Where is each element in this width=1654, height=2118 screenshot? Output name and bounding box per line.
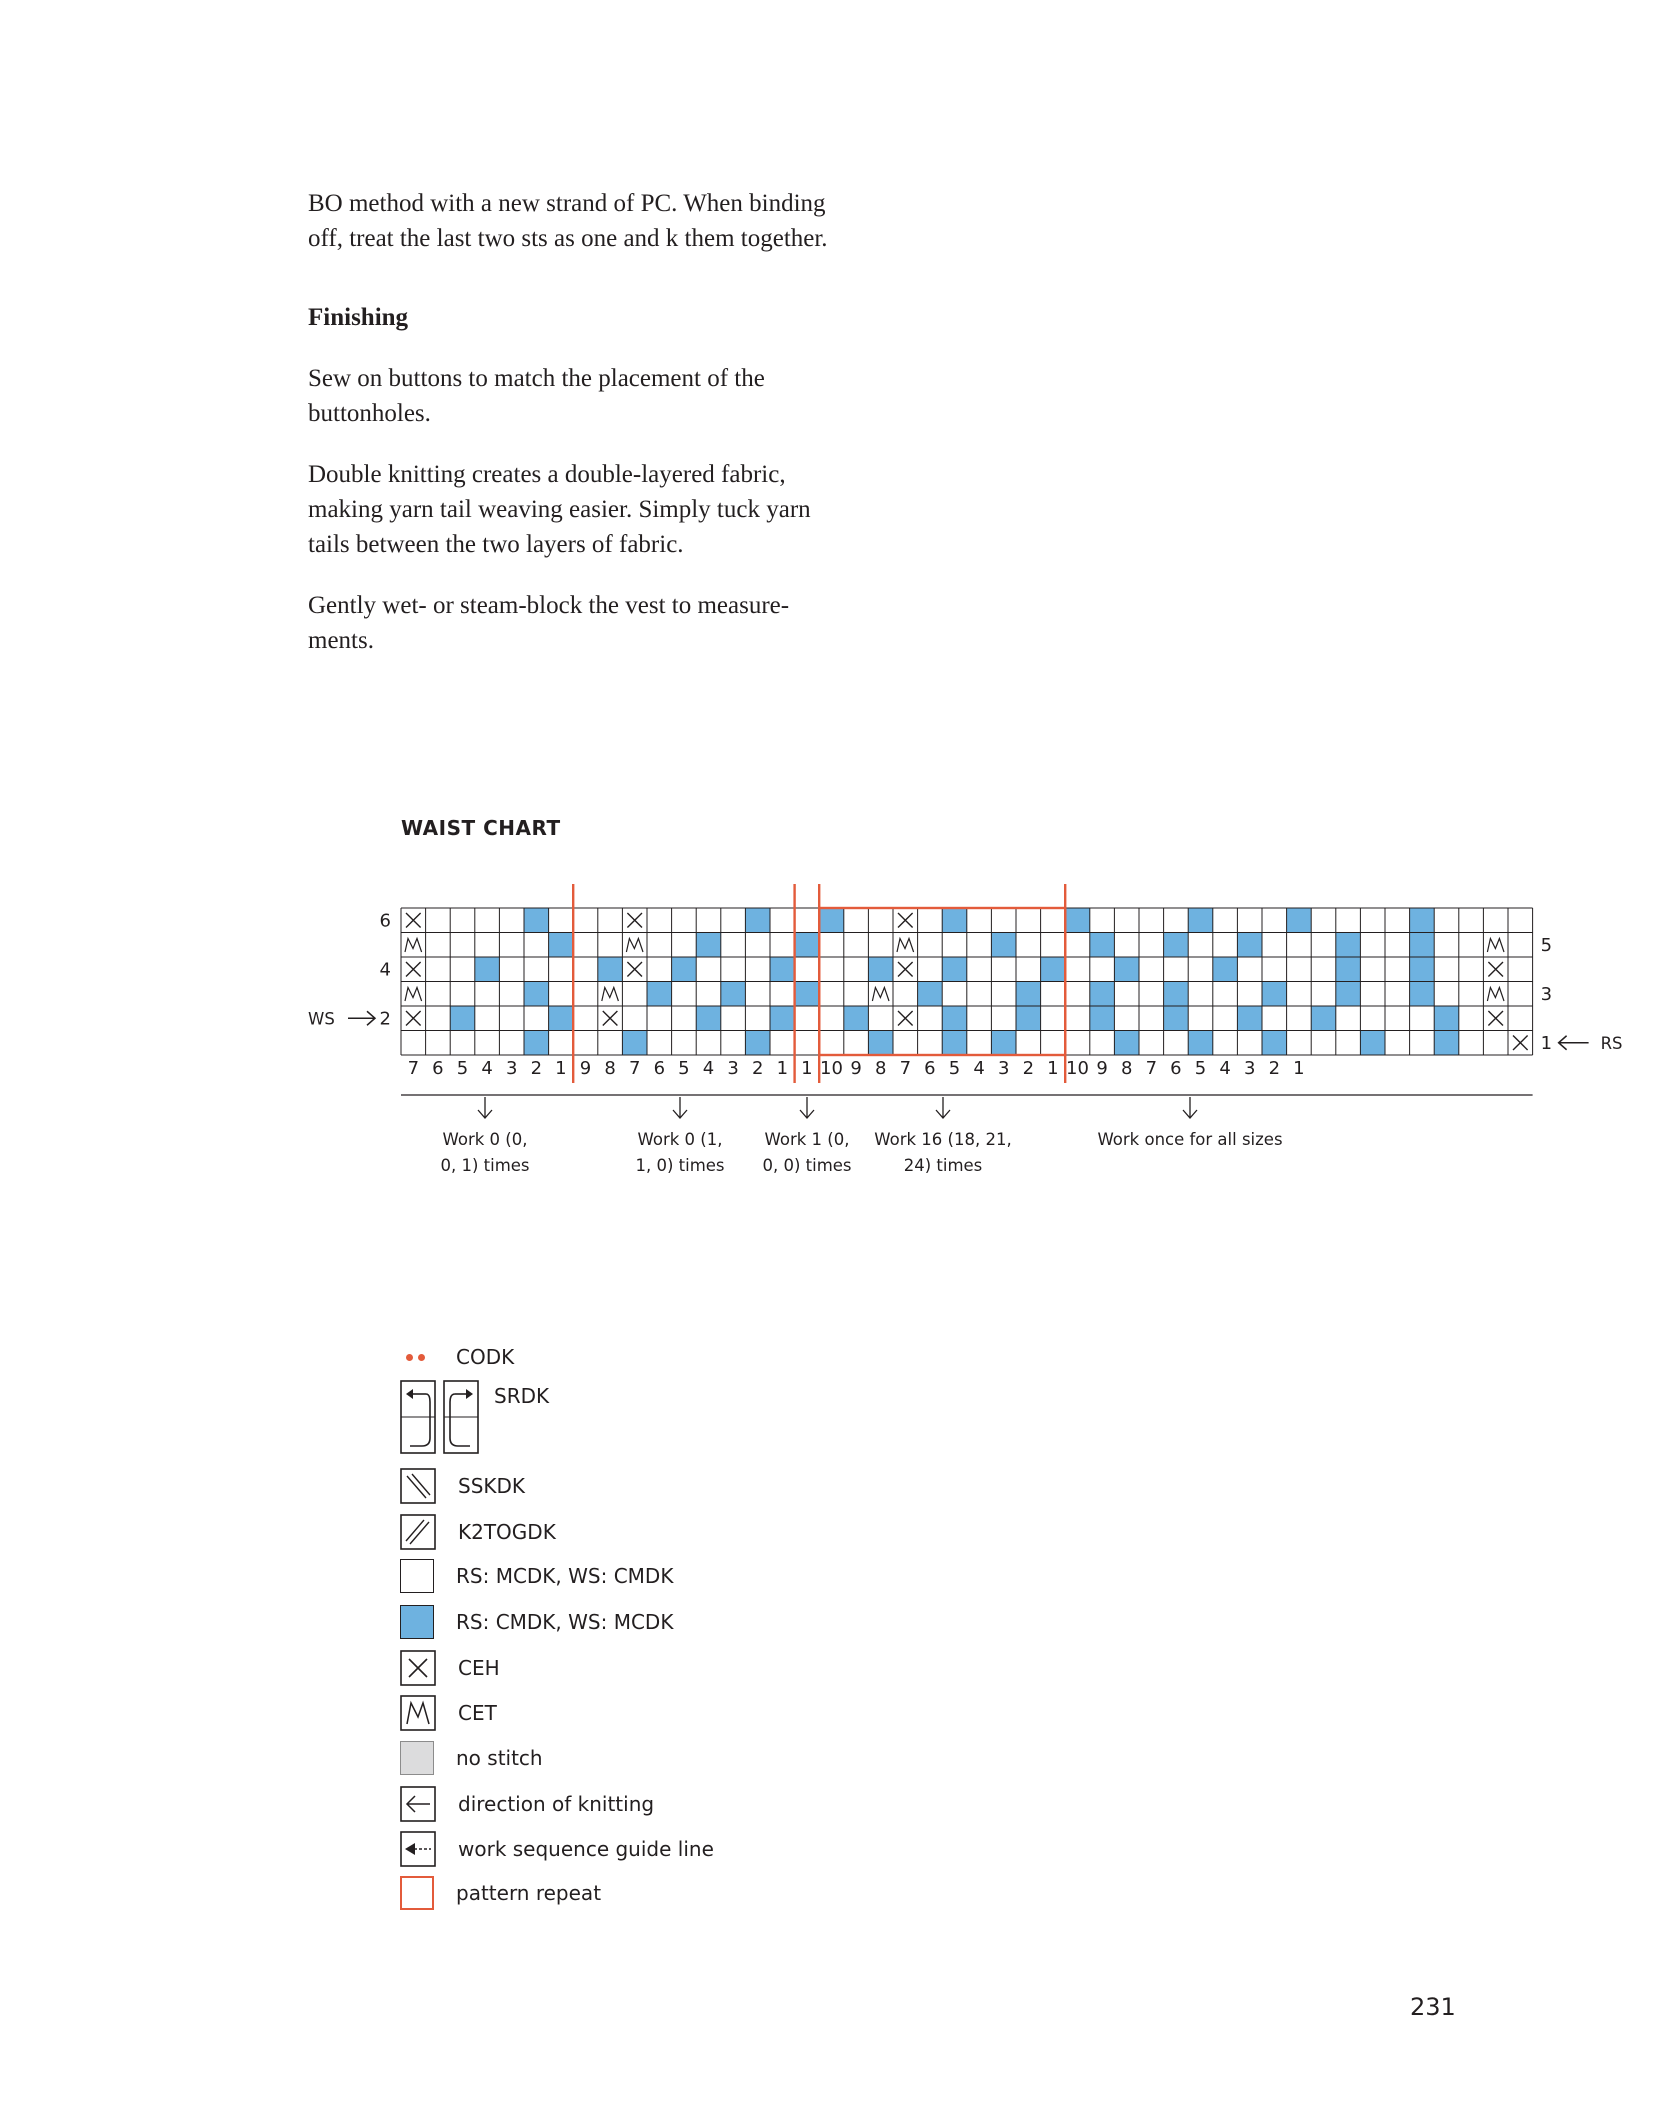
empty-square-icon [400,1559,434,1593]
left-arrow-icon [400,1786,436,1822]
chart-cell-cet-symbol [405,988,422,1002]
chart-cell-blue [1410,982,1435,1007]
rs-label: RS [1600,1033,1623,1053]
chart-cell-blue [1016,1006,1041,1031]
chart-cell-cet-symbol [1487,939,1504,953]
chart-cell-blue [942,1031,967,1056]
column-number: 10 [1066,1058,1089,1079]
legend-label: SRDK [494,1384,550,1408]
segment-note: Work once for all sizes [1097,1130,1283,1149]
chart-cell-ceh-symbol [1513,1036,1528,1051]
chart-cell-ceh-symbol [1488,1011,1503,1026]
column-number: 6 [924,1058,936,1079]
column-number: 6 [653,1058,666,1079]
column-number: 1 [1047,1058,1059,1079]
chart-cell-blue [1065,908,1090,933]
column-number: 10 [820,1058,843,1079]
chart-cell-blue [622,1031,647,1056]
segment-note: Work 0 (0, [442,1130,528,1149]
k2togdk-icon [400,1514,436,1550]
chart-cell-blue [1041,957,1066,982]
segment-note: Work 0 (1, [637,1130,723,1149]
ws-label: WS [308,1009,335,1029]
chart-cell-cet-symbol [405,939,422,953]
column-number: 6 [432,1058,444,1079]
chart-cell-ceh-symbol [898,913,913,928]
chart-cell-ceh-symbol [603,1011,618,1026]
legend-item-no-stitch [400,1741,543,1775]
chart-cell-blue [745,908,770,933]
chart-cell-blue [672,957,697,982]
column-number: 9 [579,1058,592,1079]
chart-cell-cet-symbol [626,939,643,953]
text-line: ments. [308,627,374,654]
chart-cell-blue [1336,933,1361,958]
column-number: 7 [407,1058,420,1079]
chart-cell-blue [942,957,967,982]
legend-label: K2TOGDK [458,1520,556,1544]
column-number: 1 [1293,1058,1305,1079]
column-number: 3 [1243,1058,1256,1079]
column-number: 3 [727,1058,739,1079]
column-number: 9 [850,1058,862,1079]
column-number: 3 [997,1058,1010,1079]
row-number-left: 2 [379,1008,391,1030]
chart-cell-cet-symbol [1487,988,1504,1002]
chart-cell-blue [647,982,672,1007]
column-number: 5 [1194,1058,1207,1079]
column-number: 6 [1170,1058,1182,1079]
chart-cell-blue [1410,957,1435,982]
column-number: 8 [604,1058,616,1079]
srdk-icon [400,1380,480,1456]
chart-cell-blue [942,1006,967,1031]
chart-cell-blue [1114,957,1139,982]
column-number: 7 [1145,1058,1158,1079]
text-line: tails between the two layers of fabric. [308,531,684,558]
chart-cell-blue [1090,933,1115,958]
section-heading: Finishing [308,304,409,331]
legend-item-srdk [400,1380,549,1456]
chart-cell-blue [450,1006,475,1031]
cet-icon [400,1695,436,1731]
chart-cell-blue [721,982,746,1007]
column-number: 7 [899,1058,912,1079]
chart-cell-blue [991,1031,1016,1056]
chart-cell-blue [1237,1006,1262,1031]
chart-cell-blue [524,982,549,1007]
column-number: 8 [1120,1058,1133,1079]
column-number: 4 [702,1058,715,1079]
chart-cell-blue [918,982,943,1007]
chart-cell-ceh-symbol [406,962,421,977]
chart-cell-blue [1213,957,1238,982]
chart-cell-blue [844,1006,869,1031]
legend-item-guide-line [400,1831,714,1867]
chart-cell-ceh-symbol [1488,962,1503,977]
chart-cell-blue [770,1006,795,1031]
page-number: 231 [1410,1993,1456,2021]
chart-cell-blue [1164,933,1189,958]
column-number: 1 [555,1058,567,1079]
legend-label: work sequence guide line [458,1837,714,1861]
chart-cell-blue [1410,908,1435,933]
column-number: 7 [628,1058,641,1079]
chart-legend [400,1340,1000,1940]
blue-square-icon [400,1605,434,1639]
row-number-right: 5 [1540,934,1553,956]
chart-cell-blue [475,957,500,982]
chart-cell-blue [1188,908,1213,933]
chart-cell-blue [1016,982,1041,1007]
chart-cell-blue [1164,1006,1189,1031]
row-number-left: 6 [379,910,391,932]
chart-cell-blue [991,933,1016,958]
chart-cell-blue [770,957,795,982]
chart-cell-blue [1237,933,1262,958]
text-line: Sew on buttons to match the placement of the [308,365,765,392]
row-number-right: 1 [1540,1032,1553,1054]
chart-cell-blue [868,957,893,982]
column-number: 2 [751,1058,764,1079]
legend-label: no stitch [456,1746,543,1770]
legend-label: direction of knitting [458,1792,655,1816]
column-number: 4 [481,1058,493,1079]
chart-cell-blue [1410,933,1435,958]
chart-cell-blue [1262,1031,1287,1056]
chart-cell-cet-symbol [897,939,914,953]
chart-cell-blue [1287,908,1312,933]
red-square-icon [400,1876,434,1910]
legend-label: CET [458,1701,497,1725]
column-number: 8 [874,1058,887,1079]
chart-cell-blue [868,1031,893,1056]
legend-label: SSKDK [458,1474,526,1498]
chart-cell-blue [795,933,820,958]
legend-item-pattern-repeat [400,1876,601,1910]
chart-cell-blue [598,957,623,982]
legend-label: RS: CMDK, WS: MCDK [456,1610,674,1634]
chart-cell-ceh-symbol [627,962,642,977]
column-number: 4 [1219,1058,1231,1079]
legend-label: pattern repeat [456,1881,602,1905]
column-number: 3 [505,1058,518,1079]
chart-cell-blue [696,1006,721,1031]
segment-note: 1, 0) times [635,1156,725,1175]
column-number: 4 [973,1058,985,1079]
chart-cell-ceh-symbol [627,913,642,928]
legend-item-ceh [400,1650,500,1686]
column-number: 5 [456,1058,469,1079]
column-number: 2 [1268,1058,1281,1079]
legend-item-cmdk [400,1605,673,1639]
segment-note: Work 1 (0, [764,1130,850,1149]
chart-cell-blue [549,933,574,958]
chart-cell-blue [1090,1006,1115,1031]
legend-item-sskdk [400,1468,525,1504]
chart-cell-ceh-symbol [406,913,421,928]
segment-note: Work 16 (18, 21, [874,1130,1012,1149]
dashed-arrow-icon [400,1831,436,1867]
text-line: making yarn tail weaving easier. Simply tuck yarn [308,496,811,523]
chart-cell-blue [1262,982,1287,1007]
column-number: 9 [1096,1058,1108,1079]
text-line: buttonholes. [308,400,431,427]
chart-cell-ceh-symbol [898,962,913,977]
legend-item-k2togdk [400,1514,556,1550]
chart-cell-blue [745,1031,770,1056]
sskdk-icon [400,1468,436,1504]
chart-cell-blue [1090,982,1115,1007]
chart-title: WAIST CHART [401,816,561,840]
legend-label: CEH [458,1656,500,1680]
chart-cell-blue [1114,1031,1139,1056]
legend-item-cet [400,1695,497,1731]
legend-label: RS: MCDK, WS: CMDK [456,1564,674,1588]
chart-cell-blue [524,1031,549,1056]
chart-cell-blue [1336,982,1361,1007]
column-number: 2 [1022,1058,1035,1079]
column-number: 1 [776,1058,789,1079]
chart-cell-blue [1164,982,1189,1007]
chart-cell-blue [1188,1031,1213,1056]
codk-dots-icon [400,1340,434,1374]
text-line: off, treat the last two sts as one and k them together. [308,225,828,252]
chart-cell-cet-symbol [602,988,619,1002]
legend-item-codk [400,1340,514,1374]
gray-square-icon [400,1741,434,1775]
legend-item-mcdk [400,1559,673,1593]
text-line: Gently wet- or steam-block the vest to measure- [308,592,790,619]
chart-cell-cet-symbol [872,988,889,1002]
segment-note: 24) times [903,1156,983,1175]
chart-cell-ceh-symbol [406,1011,421,1026]
segment-note: 0, 0) times [762,1156,852,1175]
chart-cell-blue [795,982,820,1007]
chart-cell-blue [1434,1031,1459,1056]
column-number: 1 [801,1058,813,1079]
segment-note: 0, 1) times [440,1156,530,1175]
chart-cell-ceh-symbol [898,1011,913,1026]
column-number: 2 [530,1058,543,1079]
text-line: BO method with a new strand of PC. When binding [308,190,826,217]
chart-cell-blue [1434,1006,1459,1031]
chart-cell-blue [524,908,549,933]
x-icon [400,1650,436,1686]
chart-cell-blue [1336,957,1361,982]
chart-cell-blue [549,1006,574,1031]
column-number: 5 [678,1058,690,1079]
chart-cell-blue [1360,1031,1385,1056]
legend-label: CODK [456,1345,515,1369]
chart-cell-blue [819,908,844,933]
row-number-left: 4 [379,959,391,981]
legend-item-direction [400,1786,654,1822]
chart-cell-blue [696,933,721,958]
chart-cell-blue [942,908,967,933]
chart-cell-blue [1311,1006,1336,1031]
column-number: 5 [948,1058,961,1079]
text-line: Double knitting creates a double-layered fabric, [308,461,786,488]
row-number-right: 3 [1540,983,1553,1005]
